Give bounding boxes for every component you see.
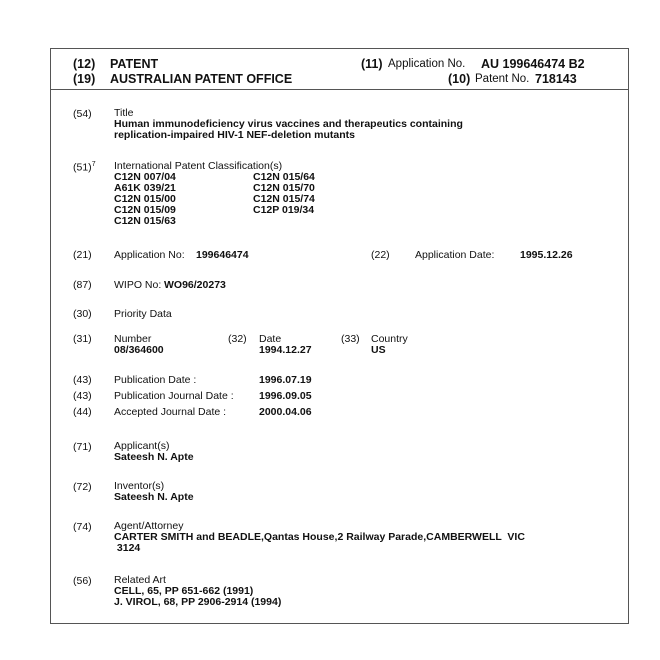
priority-date-code: (32) (228, 333, 247, 345)
priority-row-code: (31) (73, 333, 92, 345)
ipc-class: C12N 015/74 (253, 193, 315, 205)
priority-country-code: (33) (341, 333, 360, 345)
ipc-code: $(51)^7$ (73, 161, 96, 174)
ipc-class: C12N 015/09 (114, 204, 176, 216)
header-code-10: (10) (448, 72, 471, 86)
agent-line-1: CARTER SMITH and BEADLE,Qantas House,2 Railway Parade,CAMBERWELL VIC (114, 531, 525, 543)
title-line-1: Human immunodeficiency virus vaccines and therapeutics containing (114, 118, 463, 130)
related-art-line: J. VIROL, 68, PP 2906-2914 (1994) (114, 596, 282, 608)
journal-date-label: Publication Journal Date : (114, 390, 234, 402)
ipc-class: C12N 007/04 (114, 171, 176, 183)
application-date-label: Application Date: (415, 249, 495, 261)
ipc-label: International Patent Classification(s) (114, 160, 283, 172)
related-art-line: CELL, 65, PP 651-662 (1991) (114, 585, 254, 597)
priority-date-value: 1994.12.27 (259, 344, 312, 356)
inventor-code: (72) (73, 481, 92, 493)
priority-country-label: Country (371, 333, 408, 345)
applicant-value: Sateesh N. Apte (114, 451, 194, 463)
applicant-section (114, 441, 194, 463)
application-number-label: Application No. (388, 58, 466, 70)
title-line-2: replication-impaired HIV-1 NEF-deletion mutants (114, 129, 355, 141)
publication-date-label: Publication Date : (114, 374, 197, 386)
accepted-date-code: (44) (73, 406, 92, 418)
applicant-code: (71) (73, 441, 92, 453)
agent-label: Agent/Attorney (114, 520, 184, 532)
publication-date-code: (43) (73, 374, 92, 386)
agent-code: (74) (73, 521, 92, 533)
inventor-label: Inventor(s) (114, 480, 165, 492)
inventor-section (114, 481, 194, 503)
related-art-label: Related Art (114, 574, 166, 586)
priority-code: (30) (73, 308, 92, 320)
applicant-label: Applicant(s) (114, 440, 170, 452)
priority-date-label: Date (259, 333, 282, 345)
accepted-date-value: 2000.04.06 (259, 406, 312, 418)
wipo-label: WIPO No: (114, 279, 162, 291)
ipc-class: C12N 015/63 (114, 215, 176, 227)
ipc-class: C12P 019/34 (253, 204, 315, 216)
application-code: (21) (73, 249, 92, 261)
patent-type: PATENT (110, 57, 159, 71)
ipc-class: C12N 015/00 (114, 193, 176, 205)
journal-date-value: 1996.09.05 (259, 390, 312, 402)
agent-line-2: 3124 (114, 542, 141, 554)
patent-abstract-frame (50, 48, 629, 624)
ipc-column-1 (114, 172, 176, 227)
priority-number-value: 08/364600 (114, 344, 164, 356)
related-art-code: (56) (73, 575, 92, 587)
title-code: (54) (73, 108, 92, 120)
priority-label: Priority Data (114, 308, 172, 320)
patent-header (51, 49, 628, 90)
patent-office: AUSTRALIAN PATENT OFFICE (110, 72, 293, 86)
publication-date-value: 1996.07.19 (259, 374, 312, 386)
patent-number-label: Patent No. (475, 73, 530, 85)
application-date-value: 1995.12.26 (520, 249, 573, 261)
application-value: 199646474 (196, 249, 249, 261)
title-section (114, 108, 463, 141)
related-art-section (114, 575, 281, 608)
ipc-column-2 (253, 172, 315, 216)
wipo-value: WO96/20273 (164, 279, 226, 291)
journal-date-code: (43) (73, 390, 92, 402)
application-label: Application No: (114, 249, 185, 261)
title-label: Title (114, 107, 134, 119)
application-date-code: (22) (371, 249, 390, 261)
ipc-class: A61K 039/21 (114, 182, 176, 194)
header-code-12: (12) (73, 57, 96, 71)
header-code-11: (11) (361, 57, 383, 71)
agent-section (114, 521, 525, 554)
inventor-value: Sateesh N. Apte (114, 491, 194, 503)
ipc-class: C12N 015/70 (253, 182, 315, 194)
patent-number-value: 718143 (535, 72, 577, 86)
header-code-19: (19) (73, 72, 96, 86)
ipc-class: C12N 015/64 (253, 171, 315, 183)
accepted-date-label: Accepted Journal Date : (114, 406, 227, 418)
priority-country-value: US (371, 344, 386, 356)
application-number-value: AU 199646474 B2 (481, 57, 585, 71)
priority-number-label: Number (114, 333, 152, 345)
wipo-code: (87) (73, 279, 92, 291)
